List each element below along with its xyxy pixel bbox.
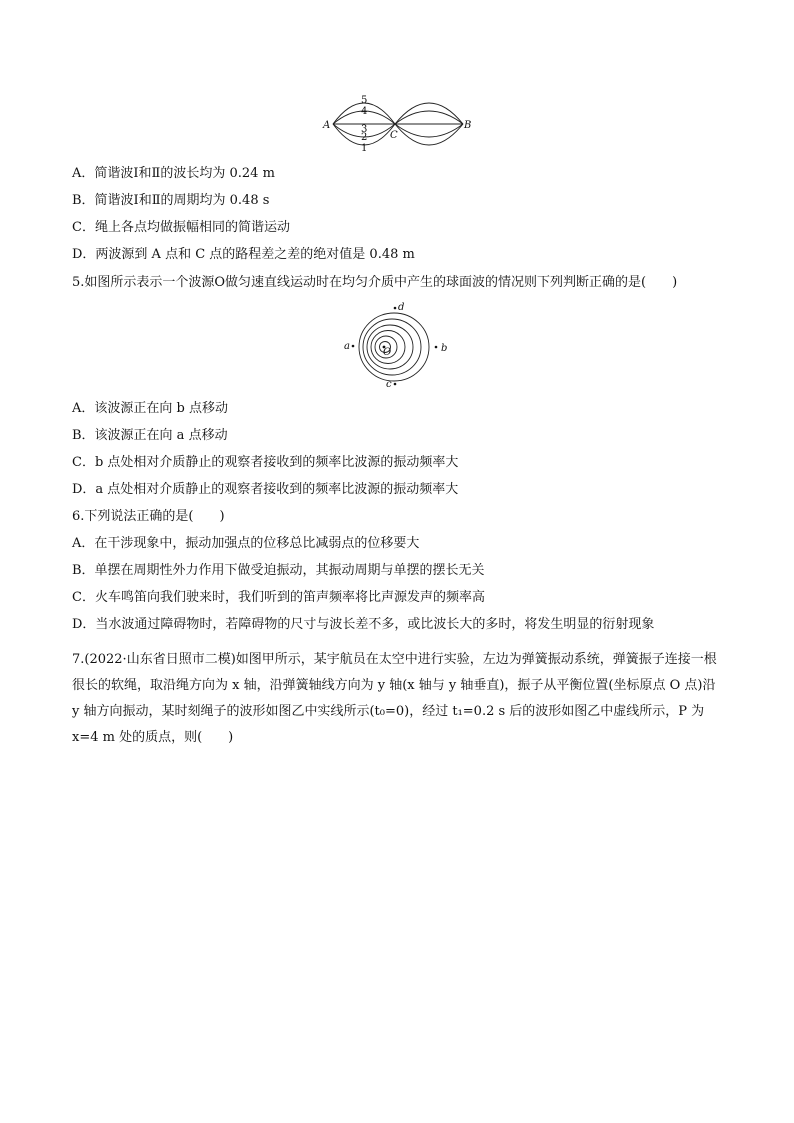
standing-wave-figure xyxy=(320,93,480,155)
q6-option-b: B．单摆在周期性外力作用下做受迫振动，其振动周期与单摆的摆长无关 xyxy=(72,563,485,578)
q5-option-a: A．该波源正在向 b 点移动 xyxy=(72,401,228,416)
point-label-c: c xyxy=(386,379,392,390)
q6-stem: 6.下列说法正确的是( ) xyxy=(72,509,225,524)
curve-label-5: 5 xyxy=(361,95,368,106)
point-label-c: C xyxy=(390,130,398,141)
q6-option-a: A．在干涉现象中，振动加强点的位移总比减弱点的位移要大 xyxy=(72,536,420,551)
point-d-dot xyxy=(394,307,397,310)
point-label-b: b xyxy=(441,343,448,354)
curve-label-4: 4 xyxy=(361,106,368,117)
q4-option-c: C．绳上各点均做振幅相同的简谐运动 xyxy=(72,220,290,235)
wavefront-ring xyxy=(359,313,429,381)
curve-label-3: 3 xyxy=(361,124,368,135)
curve-label-2: 2 xyxy=(361,132,368,143)
curve-label-1: 1 xyxy=(361,143,368,154)
wavefront-ring xyxy=(363,319,421,375)
source-label-o: O xyxy=(383,347,392,358)
wave-curve xyxy=(395,103,463,124)
q5-option-c: C．b 点处相对介质静止的观察者接收到的频率比波源的振动频率大 xyxy=(72,455,459,470)
doppler-wave-figure xyxy=(340,298,460,390)
q5-stem: 5.如图所示表示一个波源O做匀速直线运动时在均匀介质中产生的球面波的情况则下列判断正确的是( ) xyxy=(72,275,678,290)
q6-option-d: D．当水波通过障碍物时，若障碍物的尺寸与波长差不多，或比波长大的多时，将发生明显的衍射现象 xyxy=(72,617,655,632)
q4-option-b: B．简谐波Ⅰ和Ⅱ的周期均为 0.48 s xyxy=(72,193,270,208)
q4-option-a: A．简谐波Ⅰ和Ⅱ的波长均为 0.24 m xyxy=(72,166,275,181)
q4-option-d: D．两波源到 A 点和 C 点的路程差之差的绝对值是 0.48 m xyxy=(72,247,415,262)
point-b-dot xyxy=(435,346,438,349)
q7-stem: 7.(2022·山东省日照市二模)如图甲所示，某宇航员在太空中进行实验，左边为弹簧振动系统，弹簧振子连接一根很长的软绳，取沿绳方向为 x 轴，沿弹簧轴线方向为 y 轴(x 轴与 y 轴垂直)，振子从平衡位置(坐标原点 O 点)沿 y 轴方向振动，某时刻绳子的波形如图乙中实线所示(t₀=0)，经过 t₁=0.2 s 后的波形如图乙中虚线所示，P 为 x=4 m 处的质点，则( ) xyxy=(72,652,717,745)
point-label-d: d xyxy=(398,302,405,313)
wave-curve xyxy=(395,124,463,145)
point-label-b: B xyxy=(464,120,472,131)
point-a-dot xyxy=(352,345,355,348)
q6-option-c: C．火车鸣笛向我们驶来时，我们听到的笛声频率将比声源发声的频率高 xyxy=(72,590,485,605)
point-label-a: A xyxy=(323,120,331,131)
point-label-a: a xyxy=(344,341,350,352)
q5-option-b: B．该波源正在向 a 点移动 xyxy=(72,428,228,443)
point-c-dot xyxy=(394,383,397,386)
q5-option-d: D．a 点处相对介质静止的观察者接收到的频率比波源的振动频率大 xyxy=(72,482,459,497)
